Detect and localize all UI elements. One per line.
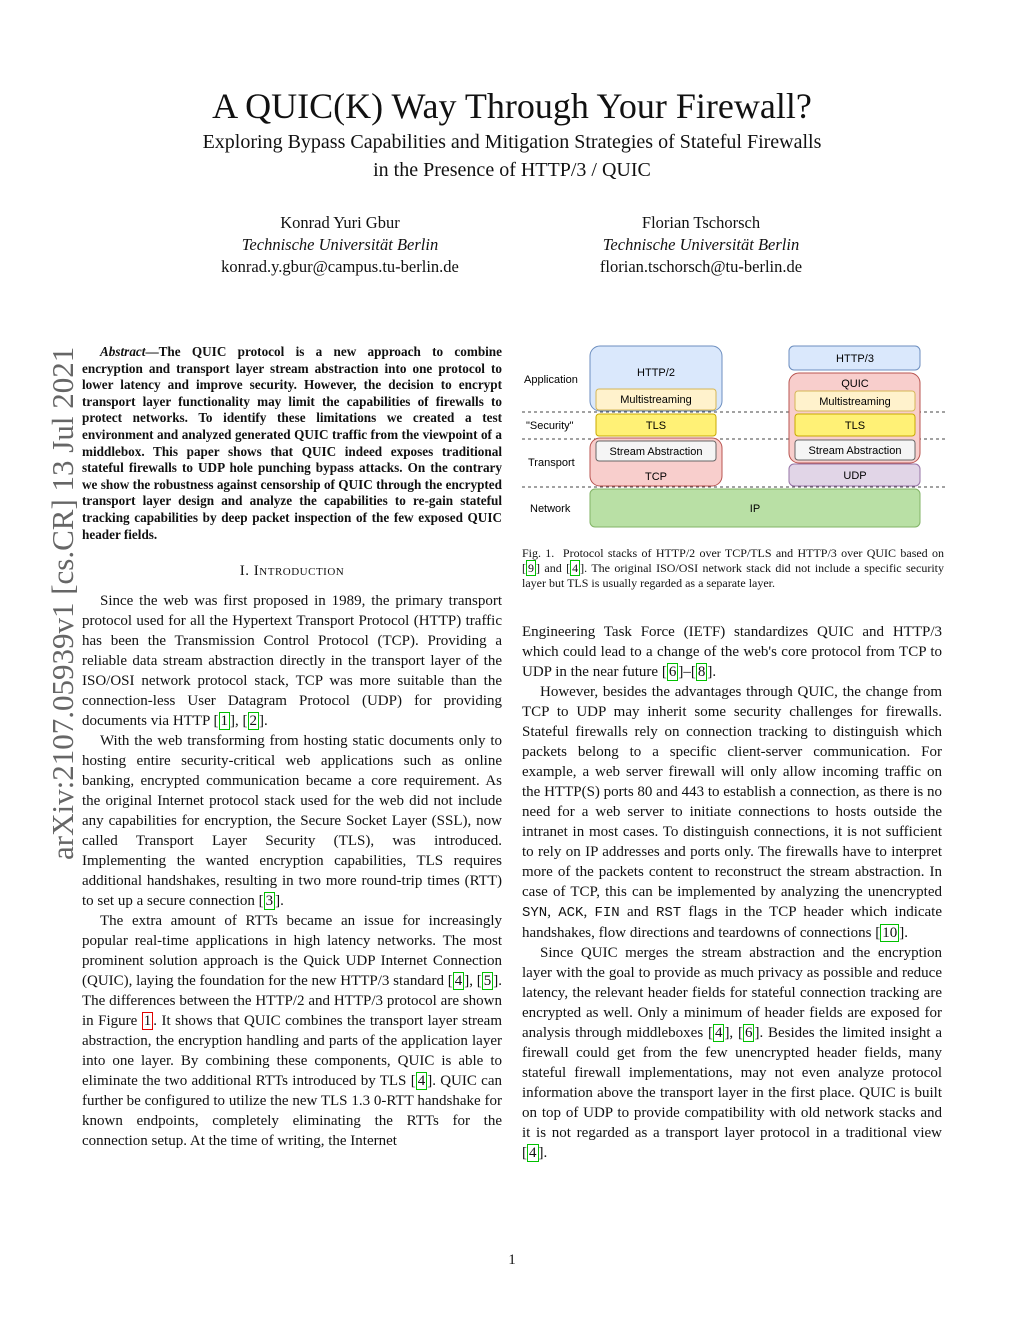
caption-text: Protocol stacks of HTTP/2 over TCP/TLS and HTTP/3 over QUIC based on bbox=[562, 546, 944, 560]
abstract-text: —The QUIC protocol is a new approach to combine encryption and transport layer stream abstraction into one protocol to lower latency and improve security. However, the decision to encrypt transport layer functionality may limit the capabilities of firewalls to protect networks. To identify these limitations we created a test environment and analyzed generated QUIC traffic from the viewpoint of a middlebox. This paper shows that QUIC indeed exposes traditional stateful firewalls to UDP hole punching bypass attacks. On the contrary we show the robustness against censorship of QUIC through the encrypted transport layer design and analyze the capabilities to re-gain stateful tracking capabilities by deep packet inspection of the few exposed QUIC header fields. bbox=[82, 344, 502, 542]
citation-link[interactable]: 4 bbox=[529, 1145, 537, 1161]
author-name: Florian Tschorsch bbox=[641, 213, 761, 232]
intro-paragraph-5: However, besides the advantages through QUIC, the change from TCP to UDP may inherit some security challenges for firewalls. Stateful firewalls rely on connection tracking to distinguish which packets belong to a specific client-server communication. For example, a web server firewall will only allow incoming traffic on the HTTP(S) ports 80 and 443 to establish a connection, as there is no need for a web server to initiate connections to hosts outside the intranet in most cases. To distinguish connections, it is not sufficient to rely on IP addresses and ports only. The firewalls have to interpret more of the packets content to reconstruct the stream abstraction. In case of TCP, this can be implemented by analyzing the unencrypted SYN, ACK, FIN and RST flags in the TCP header which indicate handshakes, flow directions and teardowns of connections [ 10 ]. bbox=[522, 684, 943, 941]
intro-paragraph-2: With the web transforming from hosting static documents only to hosting entire security-critical web applications such as online banking, encrypted communication became a core requirement. As the original Internet protocol stack used for the web did not include any capabilities for encryption, the Secure Socket Layer (SSL), now called Transport Layer Security (TLS), was introduced. Implementing the wanted encryption capabilities, TLS requires additional handshakes, resulting in two more round-trip times (RTT) to set up a secure connection [ 3 ]. bbox=[82, 733, 502, 910]
author-email: konrad.y.gbur@campus.tu-berlin.de bbox=[221, 257, 459, 276]
section-number: I. bbox=[239, 563, 250, 580]
page-number: 1 bbox=[508, 1252, 516, 1268]
text: However, besides the advantages through QUIC, the change from TCP to UDP may inherit some security challenges for firewalls. Stateful firewalls rely on connection tracking to distinguish which packets belong to a specific client-server communication. For example, a web server firewall will only allow incoming traffic on the HTTP(S) ports 80 and 443 to establish a connection, as there is no need for a web server to initiate connections to hosts outside the intranet in most cases. To distinguish connections, it is not sufficient to rely on IP addresses and ports only. The firewalls have to interpret more of the packets content to reconstruct the stream abstraction. In case of TCP, this can be implemented by analyzing the unencrypted bbox=[522, 684, 942, 900]
text: The extra amount of RTTs became an issue for increasingly popular real-time applications in high latency networks. The most prominent solution approach is the Quick UDP Internet Connection (QUIC), laying the foundation for the new HTTP/3 standard bbox=[82, 913, 502, 990]
citation-link[interactable]: 9 bbox=[528, 561, 534, 575]
text: . It shows that QUIC combines the transport layer stream abstraction, the encryption handling and parts of the application layer into one layer. By combining these components, QUIC is able to eliminate the two additional RTTs introduced by TLS bbox=[82, 1013, 502, 1090]
author-2 bbox=[531, 212, 871, 278]
multistreaming-label-right: Multistreaming bbox=[819, 396, 891, 408]
layer-label-transport: Transport bbox=[528, 457, 575, 469]
intro-paragraph-1: Since the web was first proposed in 1989, the primary transport protocol used for all the Hypertext Transport Protocol (HTTP) traffic has been the Transmission Control Protocol (TCP). Providing a reliable data stream abstraction directly in the transport layer of the ISO/OSI network protocol stack, TCP was more suitable than the connection-less User Datagram Protocol (UDP) for providing documents via HTTP [ 1 ], [ 2 ]. bbox=[82, 593, 502, 730]
author-1 bbox=[170, 212, 510, 278]
figure-caption: Fig. 1. Protocol stacks of HTTP/2 over TCP/TLS and HTTP/3 over QUIC based on [ 9 ] and [ 4 ]. The original ISO/OSI network stack did not include a specific security layer but TLS is usually regarded as a separate layer. bbox=[522, 546, 944, 590]
text: . Besides the limited insight a firewall could get from the few unencrypted header fields, many stateful firewall implementations, may not even analyze protocol information above the transport layer in the first place. QUIC is built on top of UDP to provide compatibility with old network stacks and it is not regarded as a transport layer protocol in a traditional view bbox=[522, 1025, 942, 1141]
multistreaming-label-left: Multistreaming bbox=[620, 394, 692, 406]
author-email: florian.tschorsch@tu-berlin.de bbox=[599, 257, 803, 276]
figure-link[interactable]: 1 bbox=[143, 1013, 152, 1030]
arxiv-identifier: arXiv:2107.05939v1 [cs.CR] 13 Jul 2021 bbox=[45, 346, 80, 860]
section-heading bbox=[82, 561, 502, 581]
udp-label: UDP bbox=[843, 470, 867, 482]
layer-label-application: Application bbox=[524, 374, 578, 386]
text: . The differences between the HTTP/2 and HTTP/3 protocol are shown in Figure bbox=[82, 973, 502, 1030]
text: Engineering Task Force (IETF) standardizes QUIC and HTTP/3 which could lead to a change of the web's core protocol from TCP to UDP in the near future bbox=[522, 624, 942, 680]
quic-label: QUIC bbox=[841, 378, 869, 390]
citation-link[interactable]: 6 bbox=[668, 664, 677, 680]
paper-subtitle bbox=[80, 128, 944, 184]
citation-link[interactable]: 10 bbox=[882, 925, 898, 941]
text: . QUIC can further be configured to utilize the new TLS 1.3 0-RTT handshake for known endpoints, completely eliminating the RTTs for the connection setup. At the time of writing, the Internet bbox=[82, 1073, 502, 1150]
stream-abstraction-label-right: Stream Abstraction bbox=[808, 445, 902, 457]
flag-syn: SYN bbox=[522, 905, 548, 921]
flag-fin: FIN bbox=[594, 905, 620, 921]
subtitle-line-1: Exploring Bypass Capabilities and Mitigation Strategies of Stateful Firewalls bbox=[202, 131, 822, 153]
tls-label-right: TLS bbox=[844, 420, 866, 432]
caption-label: Fig. 1. bbox=[522, 546, 555, 560]
citation-link[interactable]: 5 bbox=[483, 973, 492, 990]
http2-label: HTTP/2 bbox=[637, 367, 675, 379]
intro-paragraph-6: Since QUIC merges the stream abstraction and the encryption layer with the goal to provide as much privacy as possible and reduce latency, the relevant header fields for stateful connection tracking are encrypted as well. Only a minimum of header fields are exposed for analysis through middleboxes [ 4 ], [ 6 ]. Besides the limited insight a firewall could get from the few unencrypted header fields, many stateful firewall implementations, may not even analyze protocol information above the transport layer in the first place. QUIC is built on top of UDP to provide compatibility with old network stacks and it is not regarded as a transport layer protocol in a traditional view [ 4 ]. bbox=[522, 945, 942, 1161]
intro-paragraph-4: Engineering Task Force (IETF) standardizes QUIC and HTTP/3 which could lead to a change of the web's core protocol from TCP to UDP in the near future [ 6 ]–[ 8 ]. bbox=[522, 624, 942, 680]
title-block bbox=[80, 84, 944, 184]
author-affiliation: Technische Universität Berlin bbox=[602, 235, 800, 254]
text: Since QUIC merges the stream abstraction and the encryption layer with the goal to provide as much privacy as possible and reduce latency, the relevant header fields for stateful connection tracking are encrypted as well. Only a minimum of header fields are exposed for analysis through middleboxes bbox=[522, 945, 942, 1041]
text: flags in the TCP header which indicate handshakes, flow directions and teardowns of connections bbox=[522, 904, 943, 941]
citation-link[interactable]: 4 bbox=[417, 1073, 426, 1090]
right-column bbox=[522, 622, 942, 1163]
citation-link[interactable]: 1 bbox=[220, 713, 229, 730]
citation-link[interactable]: 4 bbox=[714, 1025, 723, 1041]
stream-abstraction-label-left: Stream Abstraction bbox=[609, 446, 703, 458]
abstract bbox=[82, 344, 502, 543]
paper-title: A QUIC(K) Way Through Your Firewall? bbox=[212, 86, 812, 126]
tls-label-left: TLS bbox=[645, 420, 667, 432]
layer-label-security: "Security" bbox=[526, 420, 574, 432]
citation-link[interactable]: 2 bbox=[249, 713, 258, 730]
text: With the web transforming from hosting static documents only to hosting entire security-critical web applications such as online banking, encrypted communication became a core requirement. As the original Internet protocol stack used for the web did not include any capabilities for encryption, the Secure Socket Layer (SSL), now called Transport Layer Security (TLS), was introduced. Implementing the wanted encryption capabilities, TLS requires additional handshakes, resulting in two more round-trip times (RTT) to set up a secure connection bbox=[82, 733, 502, 910]
citation-link[interactable]: 4 bbox=[572, 561, 579, 575]
citation-link[interactable]: 8 bbox=[697, 664, 706, 680]
flag-rst: RST bbox=[655, 905, 682, 921]
citation-link[interactable]: 3 bbox=[265, 893, 274, 910]
abstract-label: Abstract bbox=[100, 344, 146, 359]
tcp-label: TCP bbox=[645, 471, 667, 483]
subtitle-line-2: in the Presence of HTTP/3 / QUIC bbox=[373, 159, 651, 181]
author-affiliation: Technische Universität Berlin bbox=[241, 235, 439, 254]
text: Since the web was first proposed in 1989, the primary transport protocol used for all the Hypertext Transport Protocol (HTTP) traffic has been the Transmission Control Protocol (TCP). Providing a reliable data stream abstraction directly in the transport layer of the ISO/OSI network protocol stack, TCP was more suitable than the connection-less User Datagram Protocol (UDP) for providing documents via HTTP bbox=[82, 593, 502, 730]
section-title: Introduction bbox=[253, 563, 345, 580]
caption-text: and bbox=[540, 561, 567, 575]
caption-text: . The original ISO/OSI network stack did not include a specific security layer but TLS is usually regarded as a separate layer. bbox=[522, 561, 944, 590]
intro-paragraph-3: The extra amount of RTTs became an issue for increasingly popular real-time applications in high latency networks. The most prominent solution approach is the Quick UDP Internet Connection (QUIC), laying the foundation for the new HTTP/3 standard [ 4 ], [ 5 ]. The differences between the HTTP/2 and HTTP/3 protocol are shown in Figure 1 . It shows that QUIC combines the transport layer stream abstraction, the encryption handling and parts of the application layer into one layer. By combining these components, QUIC is able to eliminate the two additional RTTs introduced by TLS [ 4 ]. QUIC can further be configured to utilize the new TLS 1.3 0-RTT handshake for known endpoints, completely eliminating the RTTs for the connection setup. At the time of writing, the Internet bbox=[82, 913, 502, 1150]
left-column bbox=[82, 344, 502, 1151]
flag-ack: ACK bbox=[558, 905, 584, 921]
citation-link[interactable]: 4 bbox=[454, 973, 463, 990]
figure-protocol-stacks bbox=[520, 342, 950, 534]
http3-label: HTTP/3 bbox=[836, 353, 874, 365]
ip-label: IP bbox=[749, 503, 761, 515]
citation-link[interactable]: 6 bbox=[744, 1025, 753, 1041]
author-name: Konrad Yuri Gbur bbox=[280, 213, 400, 232]
layer-label-network: Network bbox=[530, 503, 571, 515]
